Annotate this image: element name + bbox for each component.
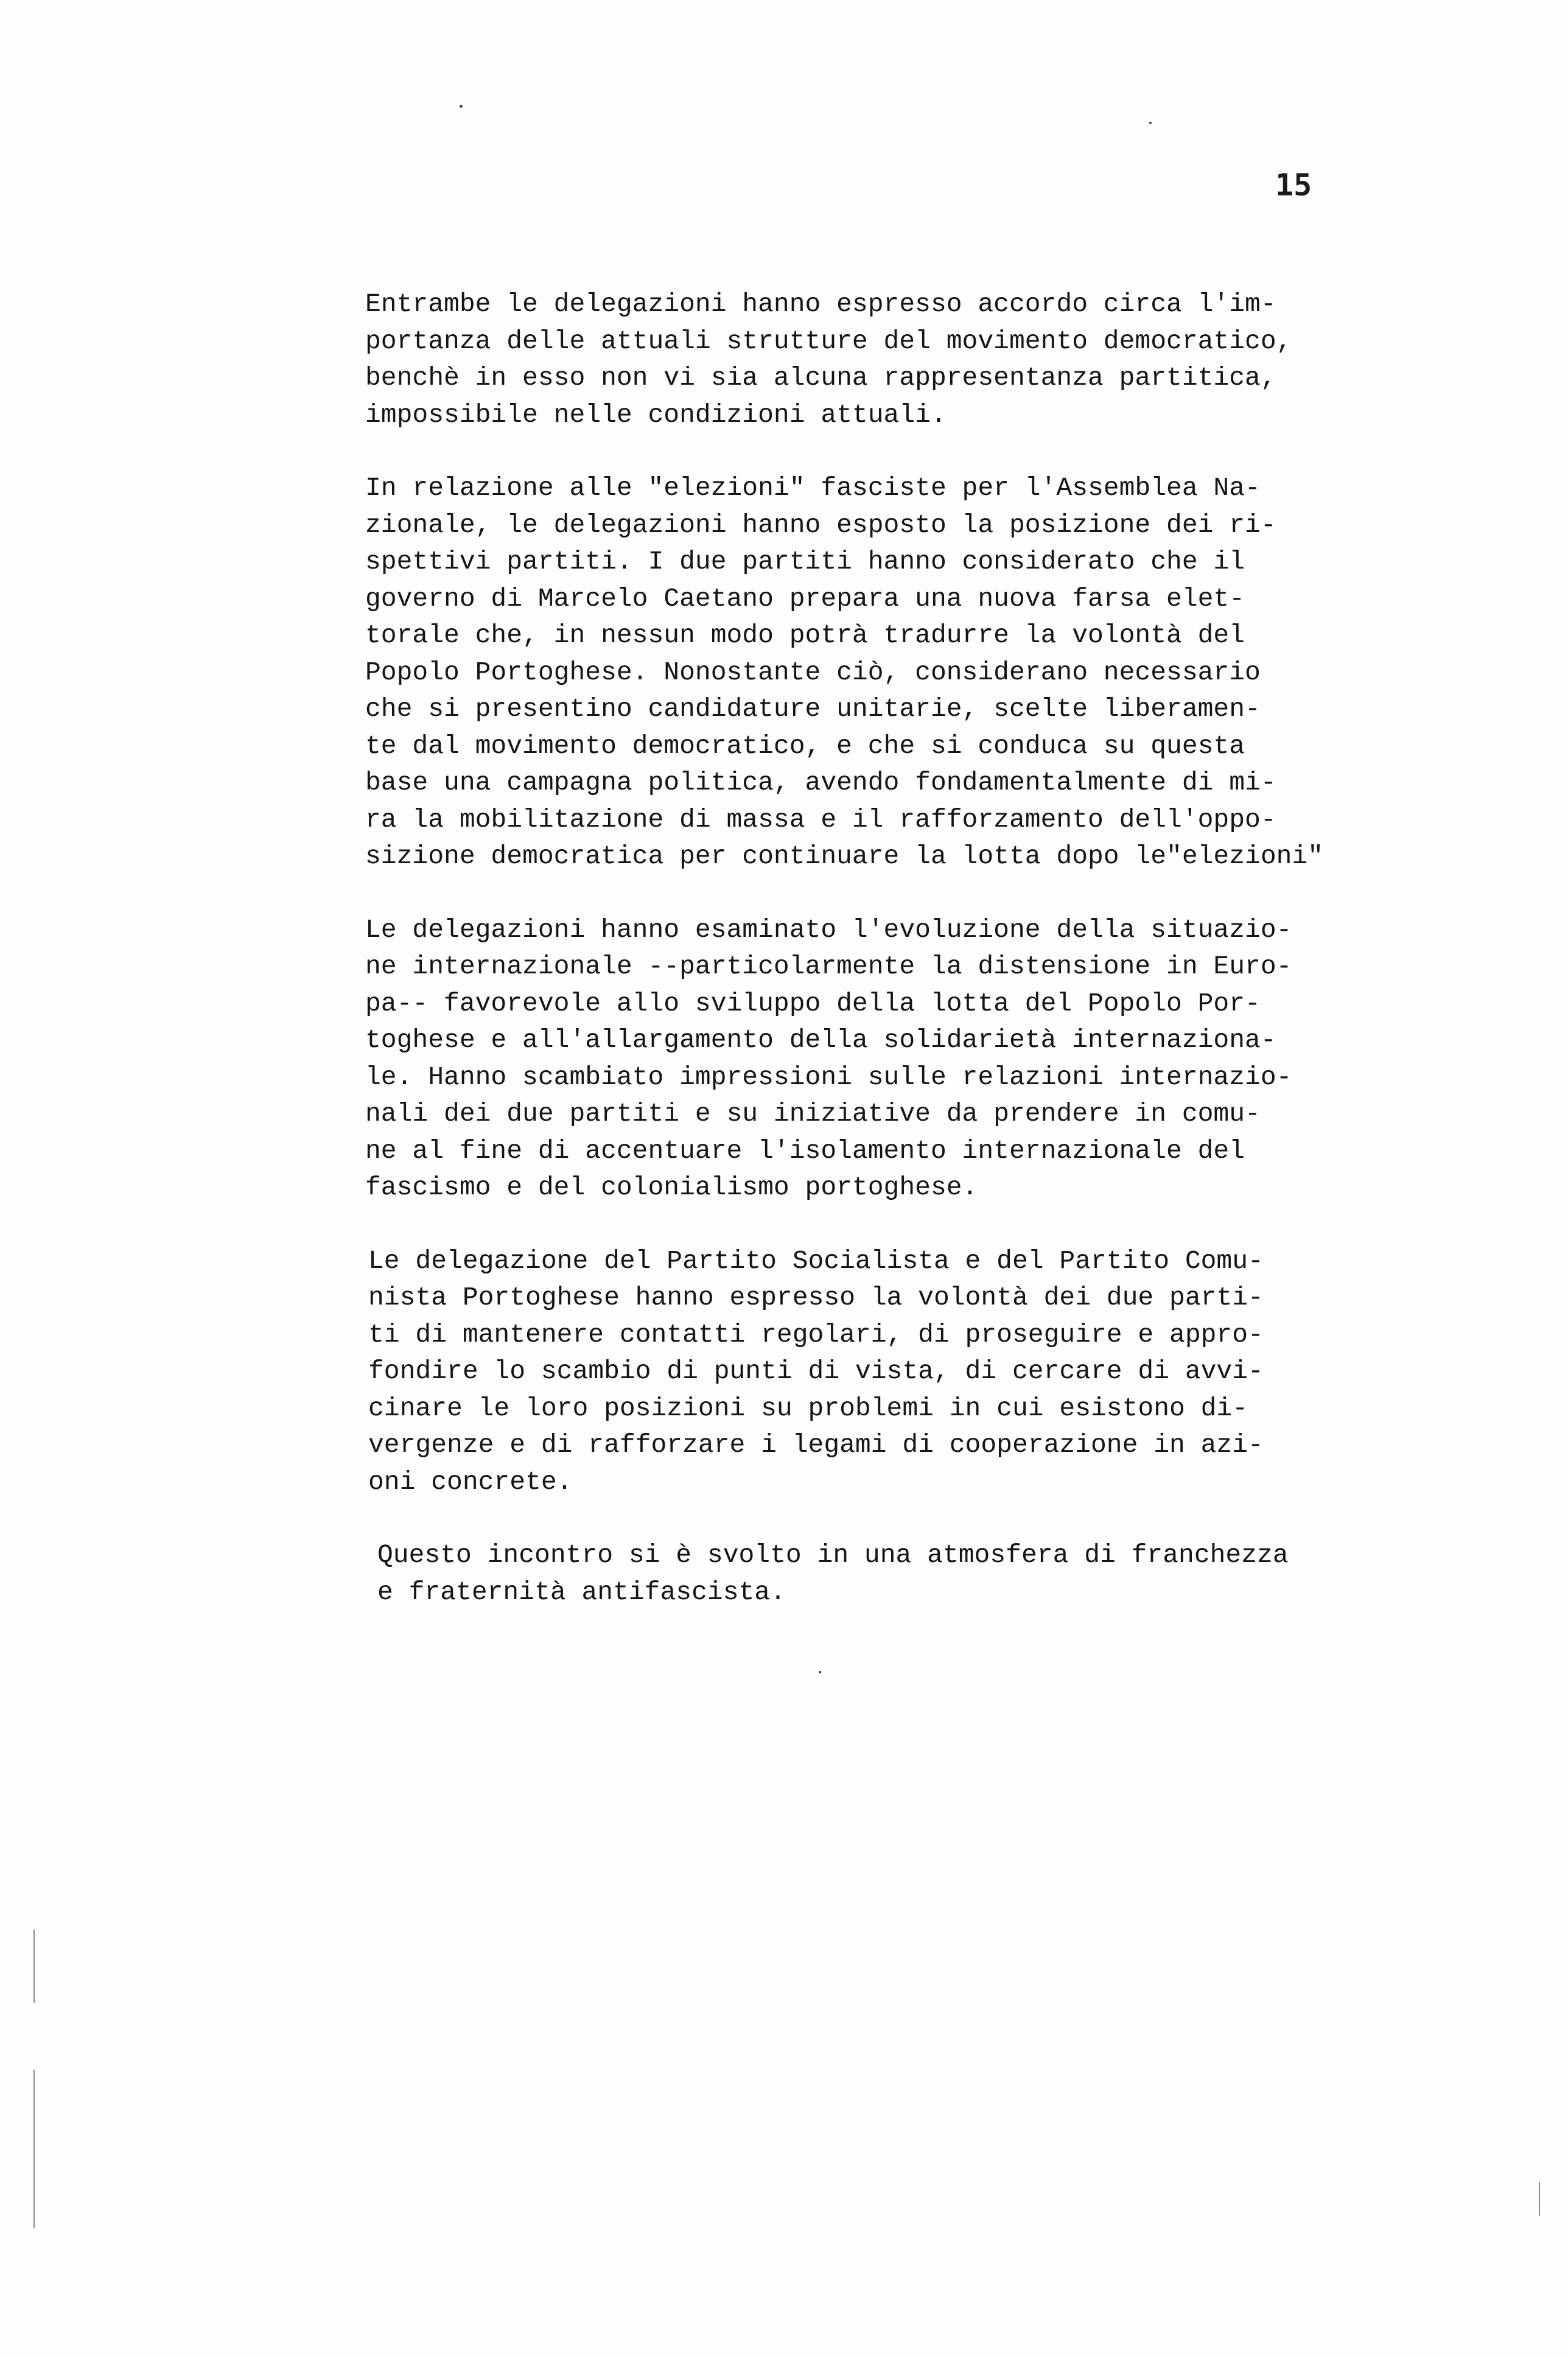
text-line: In relazione alle "elezioni" fasciste per l'Assemblea Na- [365, 473, 1261, 503]
scan-speck [460, 105, 463, 108]
text-line: e fraternità antifascista. [377, 1577, 786, 1607]
text-line: Le delegazione del Partito Socialista e del Partito Comu- [368, 1245, 1264, 1276]
text-line: cinare le loro posizioni su problemi in cui esistono di- [368, 1393, 1248, 1423]
text-line: oni concrete. [368, 1466, 573, 1497]
document-body [365, 286, 1324, 1647]
paragraph-closing [377, 1537, 1327, 1611]
text-line: vergenze e di rafforzare i legami di cooperazione in azi- [368, 1430, 1264, 1460]
scan-margin-mark [33, 1930, 35, 2003]
page-number: 15 [1275, 167, 1312, 203]
text-line: Popolo Portoghese. Nonostante ciò, considerano necessario [365, 657, 1261, 687]
scan-speck [1149, 122, 1152, 124]
text-line: spettivi partiti. I due partiti hanno considerato che il [365, 547, 1245, 576]
scan-margin-mark [33, 2070, 35, 2228]
text-line: sizione democratica per continuare la lotta dopo le"elezioni" [365, 841, 1324, 871]
text-line: te dal movimento democratico, e che si conduca su questa [365, 730, 1245, 761]
text-line: portanza delle attuali strutture del movimento democratico, [365, 326, 1292, 356]
text-line: che si presentino candidature unitarie, scelte liberamen- [365, 694, 1261, 724]
text-line: pa-- favorevole allo sviluppo della lotta del Popolo Por- [365, 988, 1261, 1018]
text-line: Entrambe le delegazioni hanno espresso accordo circa l'im- [365, 289, 1276, 319]
text-line: benchè in esso non vi sia alcuna rappresentanza partitica, [365, 363, 1276, 393]
text-line: Questo incontro si è svolto in una atmosfera di franchezza [377, 1540, 1289, 1570]
text-line: toghese e all'allargamento della solidarietà internaziona- [365, 1025, 1276, 1055]
text-line: nista Portoghese hanno espresso la volontà dei due parti- [368, 1283, 1264, 1312]
text-line: base una campagna politica, avendo fondamentalmente di mi- [365, 768, 1276, 797]
scan-margin-mark [1539, 2182, 1540, 2216]
text-line: torale che, in nessun modo potrà tradurre la volontà del [365, 620, 1245, 650]
text-line: zionale, le delegazioni hanno esposto la posizione dei ri- [365, 510, 1276, 540]
scan-speck [819, 1671, 821, 1673]
text-line: nali dei due partiti e su iniziative da prendere in comu- [365, 1099, 1261, 1129]
text-line: le. Hanno scambiato impressioni sulle relazioni internazio- [365, 1062, 1292, 1092]
text-line: fascismo e del colonialismo portoghese. [365, 1172, 978, 1202]
paragraph-international-situation [365, 912, 1315, 1207]
text-line: ra la mobilitazione di massa e il rafforzamento dell'oppo- [365, 804, 1276, 835]
text-line: ne internazionale --particolarmente la distensione in Euro- [365, 951, 1292, 981]
text-line: governo di Marcelo Caetano prepara una nuova farsa elet- [365, 583, 1245, 614]
paragraph-delegations-agreement [365, 286, 1315, 433]
paragraph-elections [365, 470, 1324, 875]
text-line: ne al fine di accentuare l'isolamento internazionale del [365, 1135, 1245, 1166]
text-line: Le delegazioni hanno esaminato l'evoluzione della situazio- [365, 914, 1292, 945]
text-line: impossibile nelle condizioni attuali. [365, 399, 947, 430]
text-line: ti di mantenere contatti regolari, di proseguire e appro- [368, 1319, 1264, 1350]
paragraph-cooperation [368, 1243, 1318, 1501]
text-line: fondire lo scambio di punti di vista, di cercare di avvi- [368, 1356, 1264, 1386]
